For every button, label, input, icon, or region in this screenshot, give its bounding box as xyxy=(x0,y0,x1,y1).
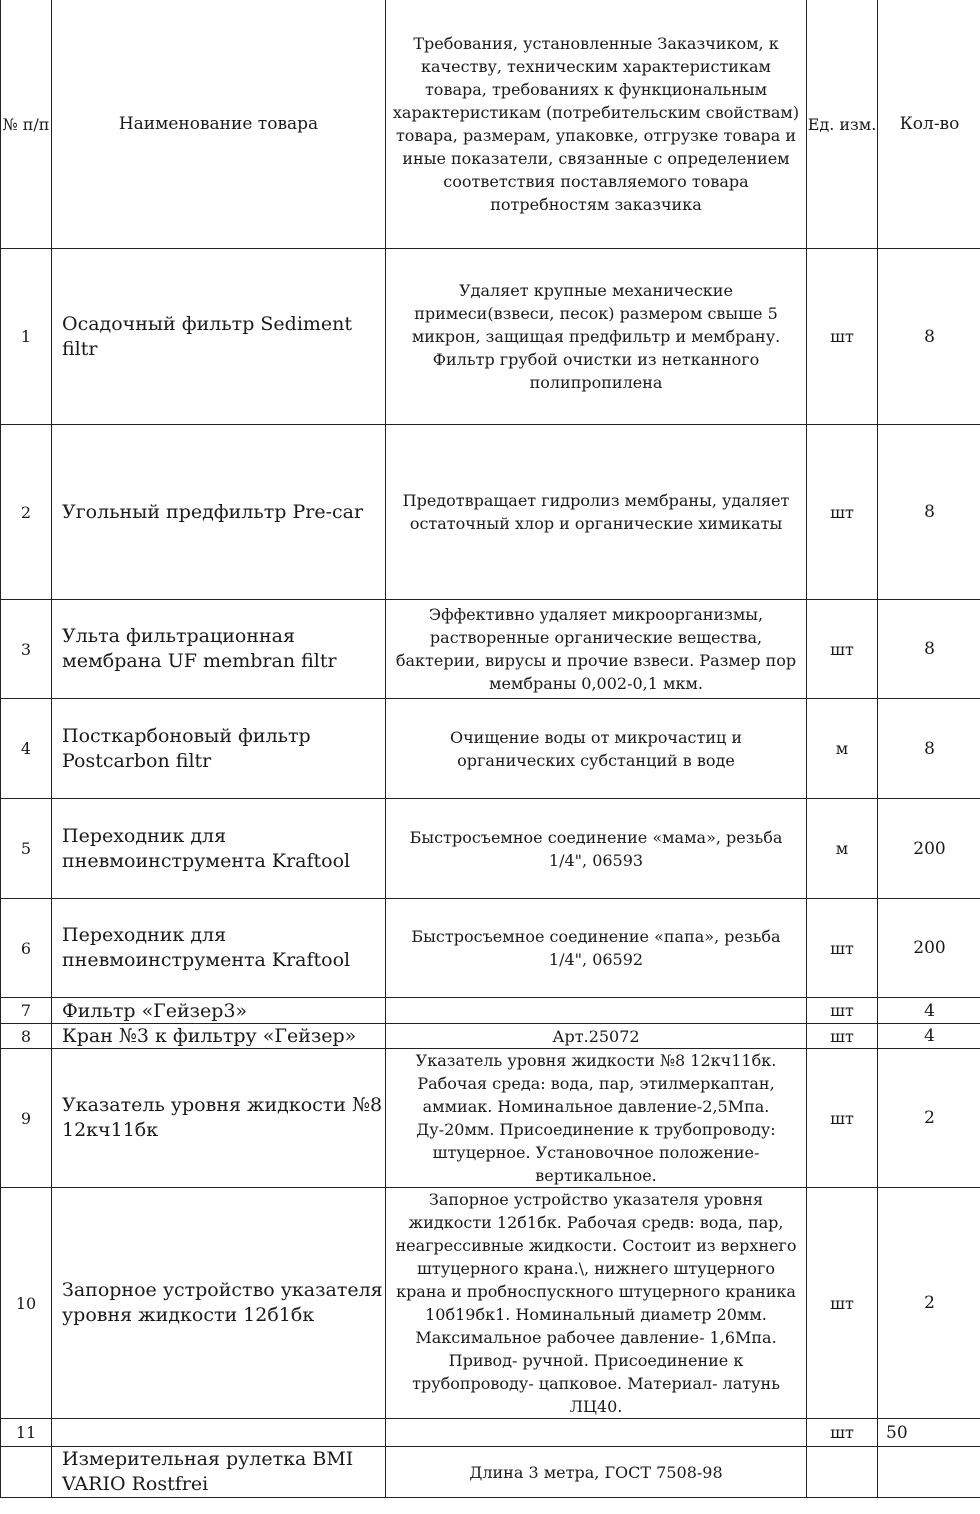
row-qty xyxy=(878,1447,980,1498)
row-num: 7 xyxy=(1,998,52,1024)
row-num: 3 xyxy=(1,600,52,699)
row-num: 9 xyxy=(1,1049,52,1188)
row-num: 8 xyxy=(1,1024,52,1049)
row-num: 11 xyxy=(1,1419,52,1447)
table-row xyxy=(1,425,980,600)
row-num xyxy=(1,1447,52,1498)
row-qty: 50 xyxy=(878,1419,980,1447)
row-unit: шт xyxy=(807,1419,878,1447)
row-num: 5 xyxy=(1,799,52,899)
row-requirements: Запорное устройство указателя уровня жидкости 12б1бк. Рабочая средв: вода, пар, неагрессивные жидкости. Состоит из верхнего штуцерного крана.\, нижнего штуцерного крана и пробноспускного штуцерного краника 10б19бк1. Номинальный диаметр 20мм. Максимальное рабочее давление- 1,6Мпа. Привод- ручной. Присоединение к трубопроводу- цапковое. Материал- латунь ЛЦ40. xyxy=(386,1188,807,1419)
header-requirements: Требования, установленные Заказчиком, к качеству, техническим характеристикам товара, требованиях к функциональным характеристикам (потребительским свойствам) товара, размерам, упаковке, отгрузке товара и иные показатели, связанные с определением соответствия поставляемого товара потребностям заказчика xyxy=(386,0,807,249)
row-num: 6 xyxy=(1,899,52,998)
row-unit: шт xyxy=(807,899,878,998)
row-qty: 8 xyxy=(878,699,980,799)
row-unit: шт xyxy=(807,998,878,1024)
row-name: Осадочный фильтр Sediment filtr xyxy=(52,249,386,425)
row-name: Фильтр «Гейзер3» xyxy=(52,998,386,1024)
table-row xyxy=(1,899,980,998)
row-name: Кран №3 к фильтру «Гейзер» xyxy=(52,1024,386,1049)
header-row xyxy=(1,0,980,249)
row-requirements: Указатель уровня жидкости №8 12кч11бк. Рабочая среда: вода, пар, этилмеркаптан, аммиак. Номинальное давление-2,5Мпа. Ду-20мм. Присоединение к трубопроводу: штуцерное. Установочное положение-вертикальное. xyxy=(386,1049,807,1188)
row-unit: шт xyxy=(807,1188,878,1419)
row-unit: шт xyxy=(807,1049,878,1188)
table-row xyxy=(1,600,980,699)
row-qty: 2 xyxy=(878,1188,980,1419)
table-row xyxy=(1,998,980,1024)
row-qty: 4 xyxy=(878,998,980,1024)
row-requirements xyxy=(386,1419,807,1447)
row-name: Запорное устройство указателя уровня жидкости 12б1бк xyxy=(52,1188,386,1419)
row-unit: шт xyxy=(807,249,878,425)
row-num: 1 xyxy=(1,249,52,425)
table-row xyxy=(1,1024,980,1049)
row-qty: 200 xyxy=(878,799,980,899)
row-name: Ульта фильтрационная мембрана UF membran filtr xyxy=(52,600,386,699)
row-num: 2 xyxy=(1,425,52,600)
row-unit: м xyxy=(807,699,878,799)
row-unit xyxy=(807,1447,878,1498)
row-qty: 8 xyxy=(878,600,980,699)
table-row xyxy=(1,799,980,899)
row-qty: 8 xyxy=(878,425,980,600)
row-unit: шт xyxy=(807,1024,878,1049)
row-name: Измерительная рулетка BMI VARIO Rostfrei xyxy=(52,1447,386,1498)
table-row xyxy=(1,1419,980,1447)
row-requirements: Предотвращает гидролиз мембраны, удаляет остаточный хлор и органические химикаты xyxy=(386,425,807,600)
row-requirements xyxy=(386,998,807,1024)
table-row xyxy=(1,1447,980,1498)
row-name: Посткарбоновый фильтр Postcarbon filtr xyxy=(52,699,386,799)
row-requirements: Эффективно удаляет микроорганизмы, растворенные органические вещества, бактерии, вирусы и прочие взвеси. Размер пор мембраны 0,002-0,1 мкм. xyxy=(386,600,807,699)
row-name: Переходник для пневмоинструмента Kraftool xyxy=(52,799,386,899)
row-name xyxy=(52,1419,386,1447)
row-qty: 4 xyxy=(878,1024,980,1049)
header-name: Наименование товара xyxy=(52,0,386,249)
row-requirements: Быстросъемное соединение «папа», резьба 1/4", 06592 xyxy=(386,899,807,998)
row-qty: 2 xyxy=(878,1049,980,1188)
row-requirements: Длина 3 метра, ГОСТ 7508-98 xyxy=(386,1447,807,1498)
header-unit: Ед. изм. xyxy=(807,0,878,249)
row-requirements: Очищение воды от микрочастиц и органических субстанций в воде xyxy=(386,699,807,799)
row-requirements: Удаляет крупные механические примеси(взвеси, песок) размером свыше 5 микрон, защищая предфильтр и мембрану. Фильтр грубой очистки из нетканного полипропилена xyxy=(386,249,807,425)
row-qty: 8 xyxy=(878,249,980,425)
row-name: Указатель уровня жидкости №8 12кч11бк xyxy=(52,1049,386,1188)
row-unit: м xyxy=(807,799,878,899)
row-name: Угольный предфильтр Pre-car xyxy=(52,425,386,600)
row-name: Переходник для пневмоинструмента Kraftool xyxy=(52,899,386,998)
header-num: № п/п xyxy=(1,0,52,249)
row-unit: шт xyxy=(807,425,878,600)
row-qty: 200 xyxy=(878,899,980,998)
table-row xyxy=(1,249,980,425)
table-row xyxy=(1,1188,980,1419)
row-requirements: Быстросъемное соединение «мама», резьба 1/4", 06593 xyxy=(386,799,807,899)
table-row xyxy=(1,699,980,799)
header-qty: Кол-во xyxy=(878,0,980,249)
row-num: 4 xyxy=(1,699,52,799)
table-row xyxy=(1,1049,980,1188)
row-num: 10 xyxy=(1,1188,52,1419)
row-unit: шт xyxy=(807,600,878,699)
row-requirements: Арт.25072 xyxy=(386,1024,807,1049)
